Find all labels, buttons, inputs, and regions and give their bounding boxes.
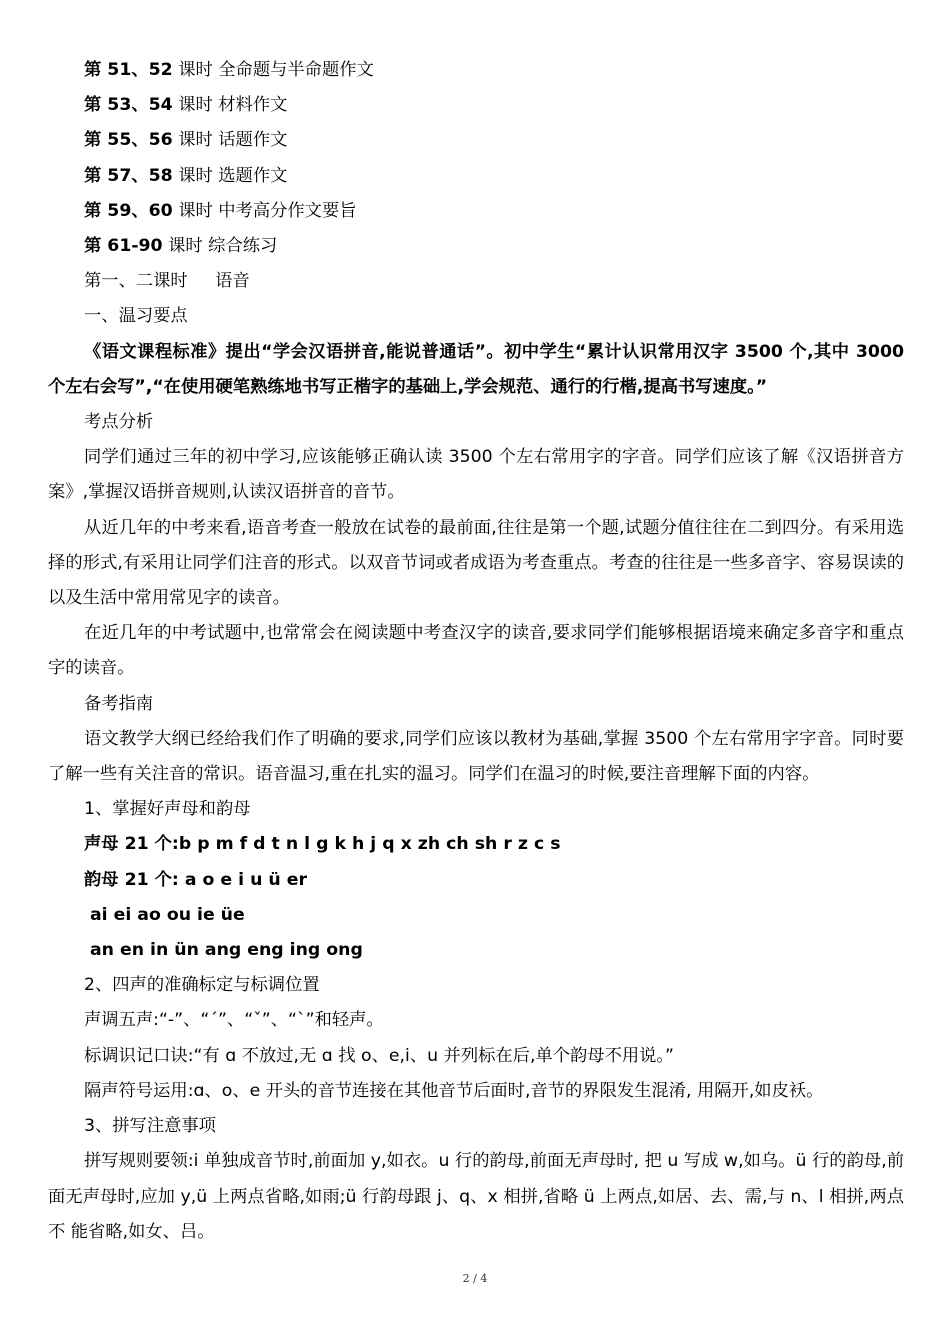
point-heading-spelling: 3、拼写注意事项 [84, 1116, 216, 1137]
point-heading-tones: 2、四声的准确标定与标调位置 [84, 975, 320, 996]
toc-lesson-number: 第 61-90 [84, 236, 163, 257]
initials-list: 声母 21 个:b p m f d t n l g k h j q x zh ch sh r z c s [84, 834, 561, 855]
toc-lesson-unit: 课时 [178, 200, 213, 221]
paragraph-analysis-1: 同学们通过三年的初中学习,应该能够正确认读 3500 个左右常用字的字音。同学们应该了解《汉语拼音方案》,掌握汉语拼音规则,认读汉语拼音的音节。 [48, 447, 904, 503]
document-page [48, 53, 904, 1250]
paragraph-analysis-3: 在近几年的中考试题中,也常常会在阅读题中考查汉字的读音,要求同学们能够根据语境来确定多音字和重点字的读音。 [48, 623, 904, 679]
toc-lesson-unit: 课时 [178, 165, 213, 186]
toc-lesson-title: 中考高分作文要旨 [218, 200, 357, 221]
toc-lesson-number: 第 53、54 [84, 95, 173, 116]
tone-mnemonic: 标调识记口诀:“有 ɑ 不放过,无 ɑ 找 o、e,i、u 并列标在后,单个韵母不用说。” [84, 1045, 675, 1066]
toc-lesson-number: 第 59、60 [84, 200, 173, 221]
tones-line: 声调五声:“-”、“ˊ”、“ˇ”、“ˋ”和轻声。 [84, 1010, 384, 1031]
toc-lesson-unit: 课时 [178, 130, 213, 151]
finals-list-2: ai ei ao ou ie üe [84, 904, 245, 925]
toc-lesson-title: 选题作文 [218, 165, 288, 186]
section-heading-exam-guide: 备考指南 [84, 693, 154, 714]
toc-line-53-54 [48, 88, 904, 123]
lesson-title: 第一、二课时 语音 [84, 271, 250, 292]
section-heading-analysis: 考点分析 [84, 412, 154, 433]
finals-list-3: an en in ün ang eng ing ong [84, 940, 363, 961]
paragraph-analysis-2: 从近几年的中考来看,语音考查一般放在试卷的最前面,往往是第一个题,试题分值往往在二到四分。有采用选择的形式,有采用让同学们注音的形式。以双音节词或者成语为考查重点。考查的往往是一些多音字、容易误读的以及生活中常用常见字的读音。 [48, 517, 904, 609]
toc-lesson-title: 材料作文 [218, 95, 288, 116]
separator-rule: 隔声符号运用:ɑ、o、e 开头的音节连接在其他音节后面时,音节的界限发生混淆, 用隔开,如皮袄。 [84, 1080, 824, 1101]
toc-lesson-unit: 课时 [178, 95, 213, 116]
toc-line-61-90 [48, 229, 904, 264]
toc-line-57-58 [48, 159, 904, 194]
point-heading-initials-finals: 1、掌握好声母和韵母 [84, 799, 251, 820]
toc-lesson-title: 全命题与半命题作文 [218, 60, 374, 80]
paragraph-spelling-rules: 拼写规则要领:i 单独成音节时,前面加 y,如衣。u 行的韵母,前面无声母时, 把 u 写成 w,如乌。ü 行的韵母,前面无声母时,应加 y,ü 上两点省略,如雨;ü 行韵母跟 j、q、x 相拼,省略 ü 上两点,如居、去、需,与 n、l 相拼,两点不 能省略,如女、吕。 [48, 1151, 904, 1242]
toc-line-55-56 [48, 123, 904, 158]
toc-lesson-title: 综合练习 [208, 236, 278, 257]
toc-lesson-number: 第 55、56 [84, 130, 173, 151]
toc-lesson-number: 第 57、58 [84, 165, 173, 186]
finals-list-1: 韵母 21 个: a o e i u ü er [84, 869, 307, 890]
toc-lesson-title: 话题作文 [218, 130, 288, 151]
page-number: 2 / 4 [462, 1272, 488, 1285]
paragraph-curriculum-standard: 《语文课程标准》提出“学会汉语拼音,能说普通话”。初中学生“累计认识常用汉字 3500 个,其中 3000 个左右会写”,“在使用硬笔熟练地书写正楷字的基础上,学会规范、通行的行楷,提高书写速度。” [48, 341, 904, 397]
toc-lesson-unit: 课时 [168, 236, 203, 257]
toc-line-51-52 [48, 53, 904, 88]
toc-line-59-60 [48, 194, 904, 229]
paragraph-exam-guide: 语文教学大纲已经给我们作了明确的要求,同学们应该以教材为基础,掌握 3500 个左右常用字字音。同时要了解一些有关注音的常识。语音温习,重在扎实的温习。同学们在温习的时候,要注音理解下面的内容。 [48, 728, 904, 785]
toc-lesson-number: 第 51、52 [84, 60, 173, 80]
toc-lesson-unit: 课时 [178, 60, 213, 80]
section-heading-review-points: 一、温习要点 [84, 306, 188, 327]
